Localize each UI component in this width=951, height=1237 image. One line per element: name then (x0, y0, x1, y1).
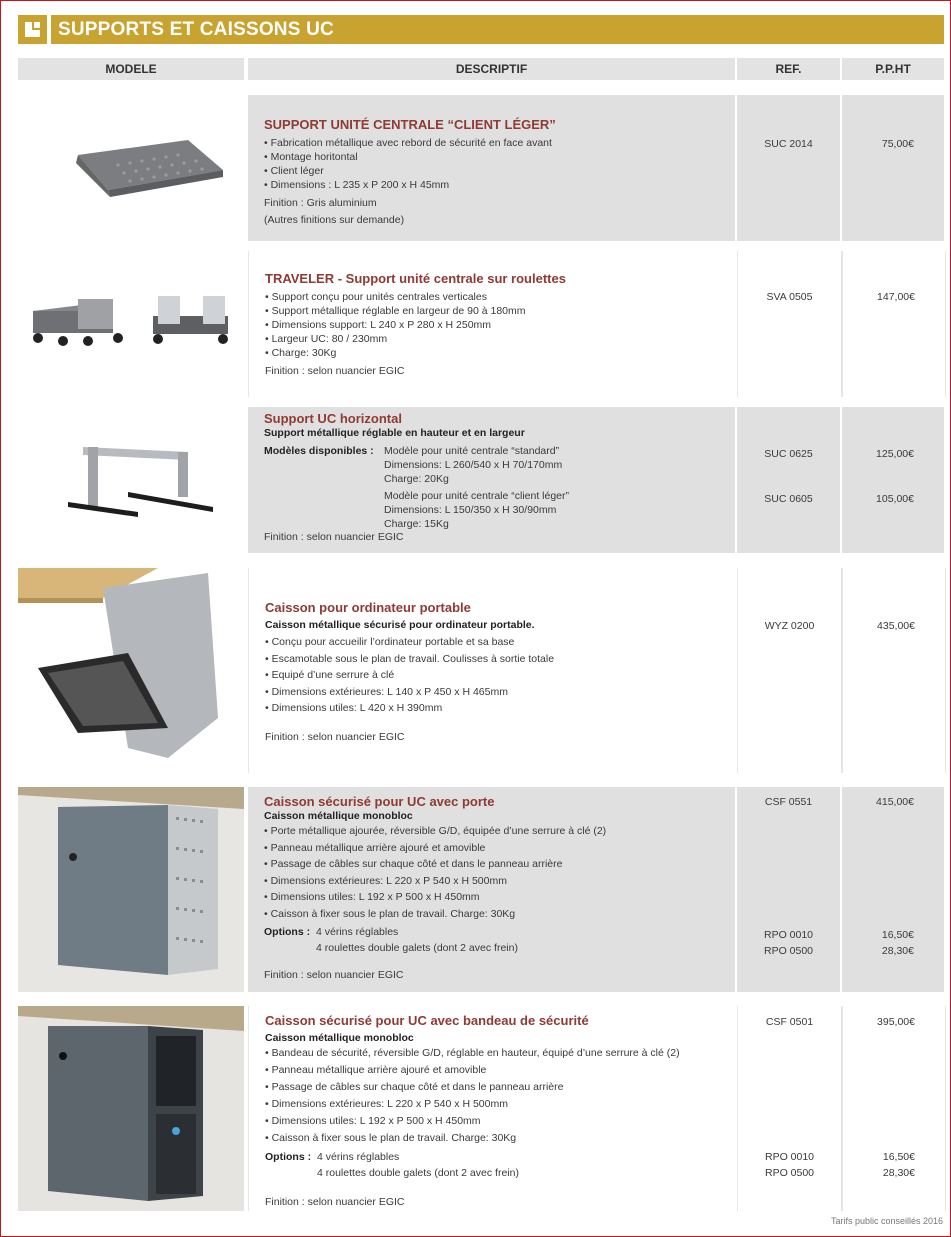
product-ref: CSF 0501 (765, 1016, 814, 1028)
product-subtitle: Caisson métallique monobloc (264, 810, 413, 822)
product-price: 105,00€ (876, 493, 914, 505)
product-image-laptop-box (18, 568, 244, 763)
product-ref-cell (737, 251, 842, 397)
product-feature: • Dimensions utiles: L 192 x P 500 x H 450mm (264, 891, 480, 903)
product-image-traveler (18, 291, 244, 361)
model-line: Dimensions: L 260/540 x H 70/170mm (384, 459, 563, 471)
product-image-caisson-porte (18, 787, 244, 992)
option-price: 16,50€ (881, 929, 914, 941)
product-description (248, 251, 736, 397)
column-header-ref: REF. (737, 58, 840, 80)
product-subtitle: Caisson métallique sécurisé pour ordinateur portable. (265, 619, 535, 631)
product-feature: • Conçu pour accueilir l’ordinateur portable et sa base (265, 636, 515, 648)
product-title: Caisson pour ordinateur portable (265, 600, 471, 615)
product-title: Caisson sécurisé pour UC avec bandeau de sécurité (265, 1013, 589, 1028)
product-finish: Finition : selon nuancier EGIC (264, 969, 404, 981)
product-ref-cell (737, 787, 840, 992)
option-price: 28,30€ (881, 945, 914, 957)
options-label: Options : (265, 1151, 312, 1163)
column-header-price: P.P.HT (842, 58, 944, 80)
product-price-cell (842, 407, 944, 553)
models-label: Modèles disponibles : (264, 445, 374, 457)
product-ref-cell (737, 1006, 842, 1211)
column-header-descriptif: DESCRIPTIF (248, 58, 735, 80)
product-feature: • Caisson à fixer sous le plan de travail. Charge: 30Kg (265, 1132, 517, 1144)
product-description (248, 1006, 736, 1211)
product-feature: • Dimensions extérieures: L 220 x P 540 x H 500mm (265, 1098, 508, 1110)
product-price: 435,00€ (877, 620, 915, 632)
option-item: 4 vérins réglables (316, 926, 399, 938)
product-feature: • Passage de câbles sur chaque côté et dans le panneau arrière (264, 858, 563, 870)
product-price-cell (842, 1006, 946, 1211)
product-price: 415,00€ (876, 796, 914, 808)
product-row (0, 251, 951, 397)
product-feature: • Dimensions utiles: L 420 x H 390mm (265, 702, 443, 714)
product-price: 147,00€ (877, 291, 915, 303)
product-feature: • Passage de câbles sur chaque côté et dans le panneau arrière (265, 1081, 564, 1093)
product-feature: • Largeur UC: 80 / 230mm (265, 333, 388, 345)
product-feature: • Escamotable sous le plan de travail. Coulisses à sortie totale (265, 652, 555, 665)
product-finish: Finition : Gris aluminium (264, 197, 377, 209)
option-price: 16,50€ (882, 1151, 915, 1163)
product-feature: • Porte métallique ajourée, réversible G/D, équipée d’une serrure à clé (2) (264, 825, 607, 837)
product-row (0, 568, 951, 773)
model-line: Charge: 20Kg (384, 473, 449, 485)
options-label: Options : (264, 926, 311, 938)
model-line: Dimensions: L 150/350 x H 30/90mm (384, 504, 557, 516)
product-image-tray (18, 115, 244, 225)
model-line: Charge: 15Kg (384, 518, 449, 530)
product-feature: • Dimensions support: L 240 x P 280 x H 250mm (265, 319, 492, 331)
product-title: Caisson sécurisé pour UC avec porte (264, 794, 495, 809)
product-feature: • Bandeau de sécurité, réversible G/D, réglable en hauteur, équipé d’une serrure à clé (2) (265, 1047, 680, 1059)
product-price-cell (842, 251, 946, 397)
product-feature: • Dimensions extérieures: L 220 x P 540 x H 500mm (264, 874, 507, 887)
product-note: (Autres finitions sur demande) (264, 214, 405, 226)
product-price-cell (842, 568, 946, 773)
product-feature: • Panneau métallique arrière ajouré et amovible (265, 1064, 487, 1076)
product-description (248, 568, 736, 773)
product-ref-cell (737, 568, 842, 773)
product-feature: • Dimensions : L 235 x P 200 x H 45mm (264, 179, 450, 191)
product-feature: • Client léger (264, 165, 324, 177)
product-price-cell (842, 95, 944, 241)
product-feature: • Dimensions utiles: L 192 x P 500 x H 450mm (265, 1115, 481, 1127)
product-finish: Finition : selon nuancier EGIC (265, 1196, 405, 1208)
product-feature: • Caisson à fixer sous le plan de travail. Charge: 30Kg (264, 907, 516, 920)
product-price: 75,00€ (881, 138, 914, 150)
column-header-modele: MODELE (18, 58, 244, 80)
product-title: TRAVELER - Support unité centrale sur roulettes (265, 271, 566, 286)
product-description (248, 95, 735, 241)
section-icon (18, 15, 47, 44)
product-finish: Finition : selon nuancier EGIC (264, 531, 404, 543)
product-feature: • Dimensions extérieures: L 140 x P 450 x H 465mm (265, 685, 508, 698)
option-item: 4 roulettes double galets (dont 2 avec frein) (317, 1167, 519, 1179)
option-ref: RPO 0500 (763, 945, 814, 957)
product-description (248, 787, 735, 992)
option-item: 4 roulettes double galets (dont 2 avec frein) (316, 942, 518, 954)
option-ref: RPO 0010 (763, 929, 814, 941)
product-price-cell (842, 787, 944, 992)
product-price: 125,00€ (876, 448, 914, 460)
model-line: Modèle pour unité centrale “client léger” (384, 490, 570, 502)
product-finish: Finition : selon nuancier EGIC (265, 730, 405, 743)
product-subtitle: Caisson métallique monobloc (265, 1032, 414, 1044)
model-line: Modèle pour unité centrale “standard” (384, 445, 560, 457)
section-header (18, 15, 944, 44)
option-item: 4 vérins réglables (317, 1151, 400, 1163)
product-feature: • Support métallique réglable en largeur de 90 à 180mm (265, 305, 526, 317)
product-description (248, 407, 735, 553)
option-price: 28,30€ (882, 1167, 915, 1179)
product-ref: SUC 0605 (764, 493, 813, 505)
product-feature: • Fabrication métallique avec rebord de sécurité en face avant (264, 137, 552, 149)
product-subtitle: Support métallique réglable en hauteur et en largeur (264, 427, 525, 439)
product-ref-cell (737, 95, 840, 241)
option-ref: RPO 0010 (764, 1151, 815, 1163)
section-title: SUPPORTS ET CAISSONS UC (58, 19, 334, 40)
product-row (0, 95, 951, 241)
product-title: Support UC horizontal (264, 411, 402, 426)
product-ref: SVA 0505 (766, 291, 813, 303)
product-feature: • Panneau métallique arrière ajouré et amovible (264, 841, 486, 854)
product-row (0, 407, 951, 553)
product-title: SUPPORT UNITÉ CENTRALE “CLIENT LÉGER” (264, 117, 556, 132)
product-image-horizontal-support (18, 432, 244, 532)
product-image-caisson-bandeau (18, 1006, 244, 1211)
product-price: 395,00€ (877, 1016, 915, 1028)
product-ref: SUC 2014 (764, 138, 813, 150)
product-row (0, 787, 951, 992)
product-feature: • Support conçu pour unités centrales verticales (265, 291, 487, 303)
product-row (0, 1006, 951, 1211)
product-feature: • Equipé d’une serrure à clé (265, 669, 395, 681)
option-ref: RPO 0500 (764, 1167, 815, 1179)
product-ref: WYZ 0200 (764, 620, 815, 632)
product-ref: CSF 0551 (764, 796, 813, 808)
product-finish: Finition : selon nuancier EGIC (265, 365, 405, 377)
footer-note: Tarifs public conseillés 2016 (830, 1216, 943, 1226)
product-ref-cell (737, 407, 840, 553)
product-feature: • Montage horitontal (264, 151, 358, 163)
product-ref: SUC 0625 (764, 448, 813, 460)
product-feature: • Charge: 30Kg (265, 347, 337, 359)
